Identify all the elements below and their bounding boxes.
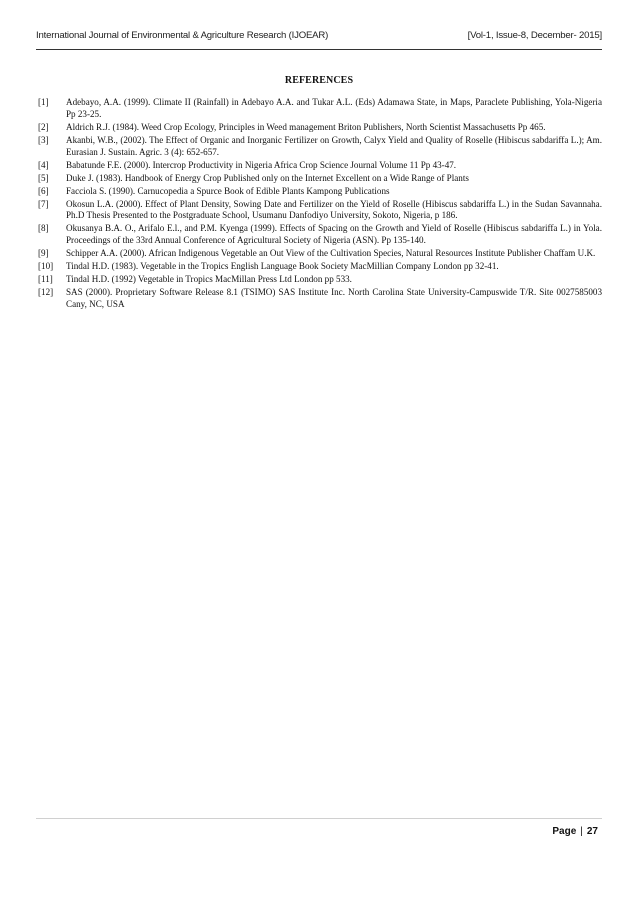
reference-item: [38, 248, 602, 260]
reference-text: Facciola S. (1990). Carnucopedia a Spurce Book of Edible Plants Kampong Publications: [66, 185, 390, 196]
running-header: [36, 30, 602, 46]
reference-text: Aldrich R.J. (1984). Weed Crop Ecology, Principles in Weed management Briton Publishers, North Scientist Massachusetts Pp 465.: [66, 121, 546, 132]
reference-number: [8]: [38, 223, 49, 234]
header-divider: [36, 49, 602, 50]
reference-number: [3]: [38, 134, 49, 145]
reference-number: [7]: [38, 198, 49, 209]
reference-text: Babatunde F.E. (2000). Intercrop Productivity in Nigeria Africa Crop Science Journal Volume 11 Pp 43-47.: [66, 159, 457, 170]
reference-text: Okusanya B.A. O., Arifalo E.l., and P.M. Kyenga (1999). Effects of Spacing on the Growth and Yield of Roselle (Hibiscus sabdariffa L.) in Yola. Proceedings of the 33rd Annual Conference of Agricultural Society of Nigeria (ASN). Pp 135-140.: [66, 223, 602, 246]
footer-divider: [36, 818, 602, 819]
reference-number: [1]: [38, 97, 49, 107]
reference-list: [38, 97, 602, 312]
reference-item: [38, 261, 602, 273]
reference-text: Duke J. (1983). Handbook of Energy Crop Published only on the Internet Excellent on a Wide Range of Plants: [66, 172, 469, 183]
reference-text: Akanbi, W.B., (2002). The Effect of Organic and Inorganic Fertilizer on Growth, Calyx Yield and Quality of Roselle (Hibiscus sabdariffa L.); Am. Eurasian J. Sustain. Agric. 3 (4): 652-657.: [66, 134, 602, 157]
reference-item: [38, 274, 602, 286]
reference-number: [2]: [38, 121, 49, 132]
page-number: 27: [586, 826, 598, 837]
reference-text: Adebayo, A.A. (1999). Climate II (Rainfall) in Adebayo A.A. and Tukar A.L. (Eds) Adamawa State, in Maps, Paraclete Publishing, Yola-Nigeria Pp 23-25.: [66, 97, 602, 119]
journal-name: International Journal of Environmental & Agriculture Research (IJOEAR): [36, 30, 329, 41]
reference-item: [38, 160, 602, 172]
reference-text: Tindal H.D. (1983). Vegetable in the Tropics English Language Book Society MacMillian Company London pp 32-41.: [66, 261, 499, 272]
section-title: REFERENCES: [284, 75, 354, 86]
reference-number: [5]: [38, 172, 49, 183]
issue-info: [Vol-1, Issue-8, December- 2015]: [467, 30, 602, 41]
reference-text: Tindal H.D. (1992) Vegetable in Tropics MacMillan Press Ltd London pp 533.: [66, 274, 352, 285]
reference-number: [6]: [38, 185, 49, 196]
reference-text: SAS (2000). Proprietary Software Release 8.1 (TSIMO) SAS Institute Inc. North Carolina State University-Campuswide T/R. Site 0027585003 Cany, NC, USA: [66, 287, 602, 309]
reference-item: [38, 122, 602, 134]
reference-number: [11]: [38, 274, 53, 285]
reference-item: [38, 173, 602, 185]
reference-item: [38, 287, 602, 311]
page-footer: [552, 826, 598, 837]
reference-text: Okosun L.A. (2000). Effect of Plant Density, Sowing Date and Fertilizer on the Yield of Roselle (Hibiscus sabdariffa L.) in the Sudan Savannaha. Ph.D Thesis Presented to the Postgraduate School, Usumanu Danfodiyo University, Sokoto, Nigeria, p 186.: [66, 198, 602, 221]
page-separator: |: [580, 826, 583, 837]
reference-number: [12]: [38, 287, 54, 298]
reference-text: Schipper A.A. (2000). African Indigenous Vegetable an Out View of the Cultivation Species, Natural Resources Institute Publisher Chaffam U.K.: [66, 248, 596, 259]
reference-item: [38, 199, 602, 223]
reference-item: [38, 135, 602, 159]
reference-number: [9]: [38, 248, 49, 259]
reference-item: [38, 186, 602, 198]
reference-number: [10]: [38, 261, 54, 272]
page-label: Page: [552, 826, 577, 837]
reference-item: [38, 223, 602, 247]
reference-item: [38, 97, 602, 121]
reference-number: [4]: [38, 159, 49, 170]
